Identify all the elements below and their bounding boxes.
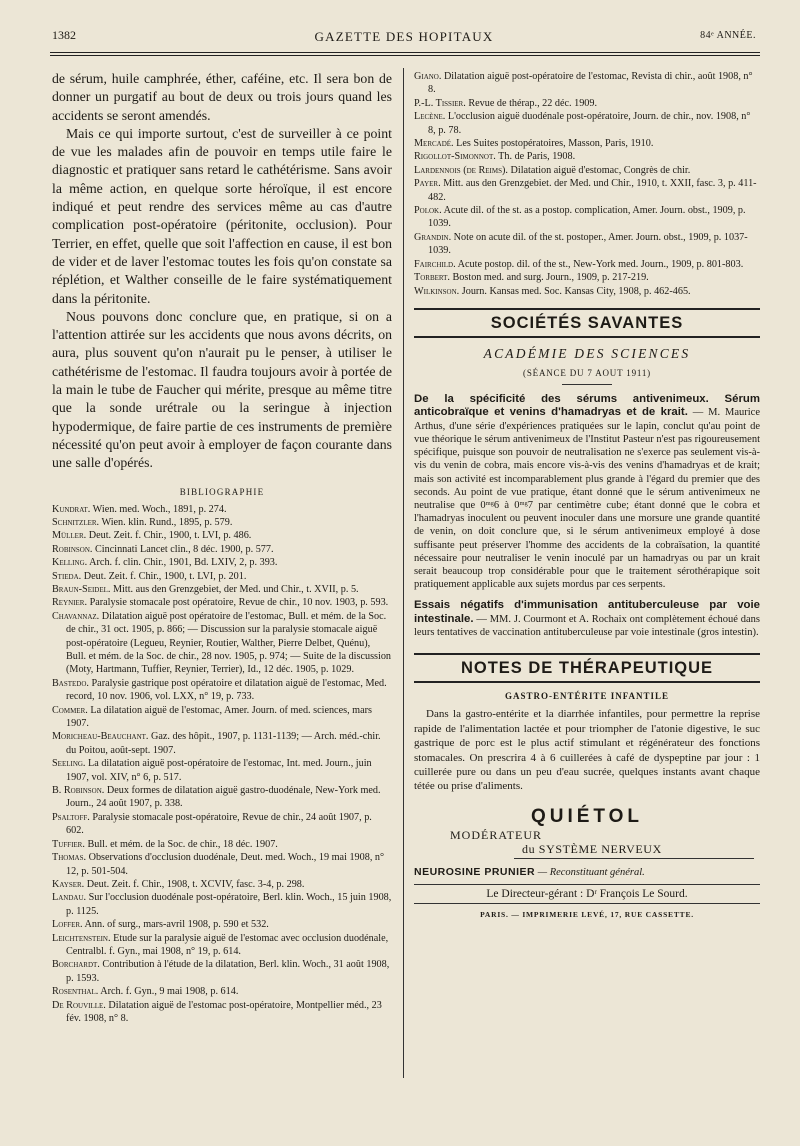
reference-text: Bull. et mém. de la Soc. de chir., 18 déc. 1907.: [87, 838, 278, 850]
right-column: [414, 70, 760, 919]
column-divider: [403, 68, 404, 1078]
reference-text: Les Suites postopératoires, Masson, Paris, 1910.: [456, 138, 654, 150]
short-rule: [562, 384, 612, 385]
reference-text: Etude sur la paralysie aiguë de l'estomac avec occlusion duodénale, Centralbl. f. Gyn., mai 1908, n° 19, p. 614.: [66, 932, 389, 957]
reference-author: Braun-Seidel.: [52, 583, 111, 595]
reference-text: Ann. of surg., mars-avril 1908, p. 590 et 532.: [84, 919, 269, 931]
article-paragraph: Nous pouvons donc conclure que, en pratique, si on a l'attention attirée sur les accidents que nous avons décrits, on aura, plus souvent qu'on n'aurait pu le penser, à utiliser le cathétérisme de l'estomac. Il faudra toujours avoir à portée de la main le tube de Faucher qui mérite, presque au même titre que la sonde urétrale ou la seringue à injection hypodermique, de faire partie de ces instruments de première nécessité qu'on peut avoir à employer de façon courante dans une salle d'opérés.: [52, 308, 392, 471]
header-rule-bottom: [50, 55, 760, 56]
bibliography-entry: [414, 204, 760, 231]
reference-author: Lecène.: [414, 111, 446, 123]
reference-text: Wien. med. Woch., 1891, p. 274.: [92, 503, 227, 515]
bibliography-entry: [52, 985, 392, 998]
bibliography-list-continued: [414, 70, 760, 298]
year-label: 84ᵉ ANNÉE.: [700, 30, 756, 41]
reference-author: Seeling.: [52, 758, 86, 770]
academy-article: [414, 393, 760, 591]
ad-underline: [514, 858, 754, 859]
bibliography-entry: [52, 556, 392, 569]
notes-subheading: GASTRO-ENTÉRITE INFANTILE: [504, 691, 670, 702]
bibliography-entry: [52, 516, 392, 529]
bibliography-entry: [414, 110, 760, 137]
reference-text: L'occlusion aiguë duodénale post-opératoire, Journ. de chir., nov. 1908, n° 8, p. 78.: [428, 111, 751, 136]
section-heading: NOTES DE THÉRAPEUTIQUE: [460, 659, 714, 678]
reference-author: Psaltoff.: [52, 811, 90, 823]
bibliography-entry: [414, 97, 760, 110]
bibliography-entry: [52, 570, 392, 583]
section-heading: SOCIÉTÉS SAVANTES: [490, 313, 684, 332]
bibliography-entry: [52, 583, 392, 596]
reference-text: Deux formes de dilatation aiguë gastro-duodénale, New-York med. Journ., 24 août 1907, p. 338.: [66, 785, 381, 810]
page-header: [52, 26, 756, 46]
bibliography-entry: [414, 258, 760, 271]
directeur-line: Le Directeur-gérant : Dʳ François Le Sourd.: [414, 884, 760, 904]
page-number: 1382: [52, 28, 76, 42]
reference-text: Mitt. aus den Grenzgebiet. der Med. und Chir., 1910, t. XXII, fasc. 3, p. 411-482.: [428, 178, 757, 203]
reference-author: P.-L. Tissier.: [414, 97, 466, 109]
bibliography-entry: [52, 999, 392, 1026]
article-body: — MM. J. Courmont et A. Rochaix ont complètement échoué dans leurs tentatives de vaccination antituberculeuse par voie intestinale (gros intestin).: [414, 613, 761, 639]
reference-author: Kelling.: [52, 557, 88, 569]
reference-author: Fairchild.: [414, 258, 456, 270]
reference-author: Lardennois (de Reims).: [414, 164, 508, 176]
reference-text: Paralysie gastrique post opératoire et dilatation aiguë de l'estomac, Med. record, 10 nov. 1906, vol. LXX, n° 19, p. 733.: [66, 677, 387, 703]
reference-author: Mercadé.: [414, 138, 454, 150]
bibliography-entry: [52, 730, 392, 757]
bibliography-entry: [52, 529, 392, 542]
reference-author: Stieda.: [52, 570, 82, 582]
bibliography-entry: [52, 878, 392, 891]
bibliography-entry: [52, 704, 392, 731]
reference-text: Boston med. and surg. Journ., 1909, p. 217-219.: [452, 272, 649, 284]
bibliography-entry: [52, 677, 392, 704]
reference-author: Rigollot-Simonnot.: [414, 151, 496, 163]
reference-text: Acute postop. dil. of the st., New-York med. Journ., 1909, p. 801-803.: [457, 258, 744, 270]
bibliography-list: [52, 503, 392, 1026]
bibliography-entry: [52, 503, 392, 516]
bibliography-heading: BIBLIOGRAPHIE: [179, 486, 265, 497]
bibliography-entry: [52, 596, 392, 609]
bibliography-entry: [52, 811, 392, 838]
reference-author: Thomas.: [52, 852, 87, 864]
bibliography-entry: [414, 271, 760, 284]
reference-author: Kundrat.: [52, 503, 91, 515]
bibliography-entry: [414, 164, 760, 177]
academy-article: [414, 599, 760, 639]
reference-author: Müller.: [52, 530, 87, 542]
reference-text: Wien. klin. Rund., 1895, p. 579.: [101, 516, 233, 528]
reference-text: Acute dil. of the st. as a postop. complication, Amer. Journ. obst., 1909, p. 1039.: [428, 205, 746, 230]
reference-text: Gaz. des hôpit., 1907, p. 1131-1139; — Arch. méd.-chir. du Poitou, août-sept. 1907.: [66, 731, 381, 756]
reference-text: La dilatation aiguë de l'estomac, Amer. Journ. of med. sciences, mars 1907.: [66, 704, 372, 730]
article-paragraph: de sérum, huile camphrée, éther, caféine, etc. Il sera bon de donner un purgatif au bout de deux ou trois jours quand les accidents se seront amendés.: [52, 71, 392, 123]
reference-author: Landau.: [52, 892, 87, 904]
reference-author: Torbert.: [414, 272, 450, 284]
bibliography-entry: [52, 958, 392, 985]
reference-text: Cincinnati Lancet clin., 8 déc. 1900, p. 577.: [95, 543, 274, 555]
reference-text: Sur l'occlusion duodénale post-opératoire, Berl. klin. Woch., 15 juin 1908, p. 1125.: [66, 892, 392, 917]
reference-author: Leichtenstein.: [52, 932, 111, 944]
reference-text: La dilatation aiguë post-opératoire de l'estomac, Int. med. Journ., juin 1907, vol. XIV, n° 6, p. 517.: [66, 758, 372, 783]
journal-title: GAZETTE DES HOPITAUX: [314, 29, 494, 44]
bibliography-entry: [414, 150, 760, 163]
reference-text: Mitt. aus den Grenzgebiet, der Med. und Chir., t. XVII, p. 5.: [113, 583, 359, 595]
notes-text: Dans la gastro-entérite et la diarrhée infantiles, pour permettre la reprise rapide de l'alimentation lactée et pour triompher de l'atonie digestive, le suc gastrique de porc est le plus actif stimulant et régénérateur des fonctions stomacales. On prescrira 4 à 6 cuillerées à café de dyspeptine par jour : 1 cuillerée pure ou dans un peu d'eau sucrée, quelques instants avant chaque tétée ou prise d'aliments.: [414, 708, 760, 793]
reference-author: Giano.: [414, 71, 442, 82]
article-body: — M. Maurice Arthus, d'une série d'expériences pratiquées sur le lapin, conclut qu'au point de vue théorique le sérum antivenimeux de l'Institut Pasteur n'est pas rigoureusement spécifique, puisque son pouvoir de neutralisation ne s'exerce pas seulement vis-à-vis du venin de cobra, mais encore vis-à-vis des venins d'hamadryas et de krait; mais son activité est incomparablement plus grande à l'égard du premier que des seconds. Au point de vue pratique, étant donné que le sérum antivenimeux ne neutralise que 0ᵐᵍ6 à 0ᵐᵍ7 par centimètre cube; étant donné que le cobra et l'hamadryas inoculent ou peuvent inoculer dans une morsure une grande quantité de venin, on doit conclure que, si le sérum antivenimeux employé à dose suffisante peut préserver l'homme des accidents de la cobraïsation, la quantité nécessaire pour neutraliser le venin inoculé par un hamadryas ou par un krait serait beaucoup trop considérable pour que le traitement sérothérapique soit pratiquement applicable aux sujets mordus par ces serpents.: [414, 407, 761, 591]
reference-author: Commer.: [52, 704, 88, 716]
quietol-ad-title: QUIÉTOL: [530, 805, 644, 827]
reference-text: Paralysie stomacale post opératoire, Revue de chir., 10 nov. 1903, p. 593.: [89, 597, 389, 609]
academy-heading: ACADÉMIE DES SCIENCES: [483, 345, 691, 361]
article-paragraph: Mais ce qui importe surtout, c'est de surveiller à ce point de vue les malades afin de pouvoir en temps utile faire le diagnostic et pratiquer sans retard le cathétérisme. Sans avoir la même action, en quelque sorte héroïque, il est encore indiqué et peut rendre des services même au cas d'autre complication post-opératoire (péritonite, occlusion). Pour Terrier, en effet, quelle que soit l'affection en cause, il est bon de vider et de laver l'estomac toutes les fois qu'on constate sa réplétion, et Walther conseille de le faire systématiquement dans la péritonite.: [52, 125, 392, 306]
neurosine-name: NEUROSINE PRUNIER: [414, 865, 536, 878]
header-rule-top: [50, 52, 760, 53]
bibliography-entry: [52, 784, 392, 811]
reference-author: Borchardt.: [52, 959, 100, 971]
reference-author: Rosenthal.: [52, 986, 99, 998]
reference-author: Bastedo.: [52, 677, 89, 689]
reference-author: Wilkinson.: [414, 285, 460, 297]
bibliography-entry: [52, 932, 392, 959]
article-title: De la spécificité des sérums antivenimeux. Sérum anticobraïque et venins d'hamadryas et de krait.: [414, 392, 760, 419]
advertisement-block: [414, 806, 760, 919]
reference-author: Polok.: [414, 205, 442, 217]
seance-date: (SÉANCE DU 7 AOUT 1911): [523, 367, 651, 378]
reference-author: Loffer.: [52, 919, 83, 931]
reference-text: Dilatation aiguë post opératoire de l'estomac, Bull. et mém. de la Soc. de chir., 31 oct. 1905, p. 866; — Discussion sur la paralysie stomacale aiguë post-opératoire (Legueu, Reynier, Routier, Walther, Pierre Delbet, Quénu), Bull. et mém. de la Soc. de chir., 28 nov. 1905, p. 974; — Suite de la discussion (Moty, Hartmann, Tuffier, Reynier, Terrier), Id., 12 déc. 1905, p. 1029.: [66, 610, 392, 676]
article-title: Essais négatifs d'immunisation antituberculeuse par voie intestinale.: [414, 599, 760, 625]
reference-text: Deut. Zeit. f. Chir., 1900, t. LVI, p. 486.: [88, 530, 252, 542]
notes-heading-box: [414, 653, 760, 683]
bibliography-entry: [414, 285, 760, 298]
reference-author: B. Robinson.: [52, 785, 105, 797]
bibliography-entry: [414, 231, 760, 258]
reference-text: Th. de Paris, 1908.: [498, 151, 576, 163]
printer-line: PARIS. — IMPRIMERIE LEVÉ, 17, RUE CASSETTE.: [480, 909, 694, 919]
reference-author: Tuffier.: [52, 838, 85, 850]
bibliography-entry: [52, 543, 392, 556]
reference-text: Dilatation aiguë de l'estomac post-opératoire, Montpellier méd., 23 fév. 1908, n° 8.: [66, 999, 382, 1024]
neurosine-ad: [414, 866, 760, 878]
bibliography-entry: [52, 851, 392, 878]
reference-author: Payer.: [414, 178, 441, 190]
reference-author: Schnitzler.: [52, 516, 100, 528]
reference-text: Paralysie stomacale post-opératoire, Revue de chir., 24 août 1907, p. 602.: [66, 811, 372, 837]
reference-text: Deut. Zeit. f. Chir., 1908, t. XCVIV, fasc. 3-4, p. 298.: [86, 878, 305, 890]
bibliography-entry: [52, 838, 392, 851]
reference-author: Moricheau-Beauchant.: [52, 731, 149, 743]
bibliography-entry: [414, 177, 760, 204]
reference-text: Revue de thérap., 22 déc. 1909.: [468, 97, 598, 109]
quietol-moderateur: MODÉRATEUR: [450, 827, 543, 842]
reference-text: Dilatation aiguë post-opératoire de l'estomac, Revista di chir., août 1908, n° 8.: [428, 71, 753, 96]
societes-heading-box: [414, 308, 760, 338]
bibliography-entry: [52, 610, 392, 677]
bibliography-entry: [52, 918, 392, 931]
reference-text: Observations d'occlusion duodénale, Deut. med. Woch., 19 mai 1908, n° 12, p. 501-504.: [66, 852, 385, 877]
reference-author: De Rouville.: [52, 999, 106, 1011]
neurosine-tagline: — Reconstituant général.: [537, 866, 645, 878]
quietol-ad-subtitle: [414, 828, 760, 860]
quietol-systeme: du SYSTÈME NERVEUX: [522, 841, 662, 856]
reference-text: Contribution à l'étude de la dilatation, Berl. klin. Woch., 31 août 1908, p. 1593.: [66, 959, 390, 984]
reference-author: Grandin.: [414, 231, 452, 243]
reference-author: Robinson.: [52, 543, 93, 555]
reference-text: Deut. Zeit. f. Chir., 1900, t. LVI, p. 201.: [83, 570, 247, 582]
reference-author: Chavannaz.: [52, 610, 100, 622]
reference-text: Arch. f. Gyn., 9 mai 1908, p. 614.: [100, 986, 239, 998]
bibliography-entry: [52, 757, 392, 784]
reference-text: Journ. Kansas med. Soc. Kansas City, 1908, p. 462-465.: [461, 285, 691, 297]
reference-text: Arch. f. clin. Chir., 1901, Bd. LXIV, 2, p. 393.: [89, 557, 278, 569]
reference-text: Note on acute dil. of the st. postoper., Amer. Journ. obst., 1909, p. 1037-1039.: [428, 231, 748, 257]
bibliography-entry: [414, 70, 760, 97]
bibliography-entry: [414, 137, 760, 150]
left-column: [52, 70, 392, 1025]
reference-author: Kayser.: [52, 878, 85, 890]
reference-author: Reynier.: [52, 597, 88, 609]
bibliography-entry: [52, 891, 392, 918]
reference-text: Dilatation aiguë d'estomac, Congrès de chir.: [510, 164, 691, 176]
